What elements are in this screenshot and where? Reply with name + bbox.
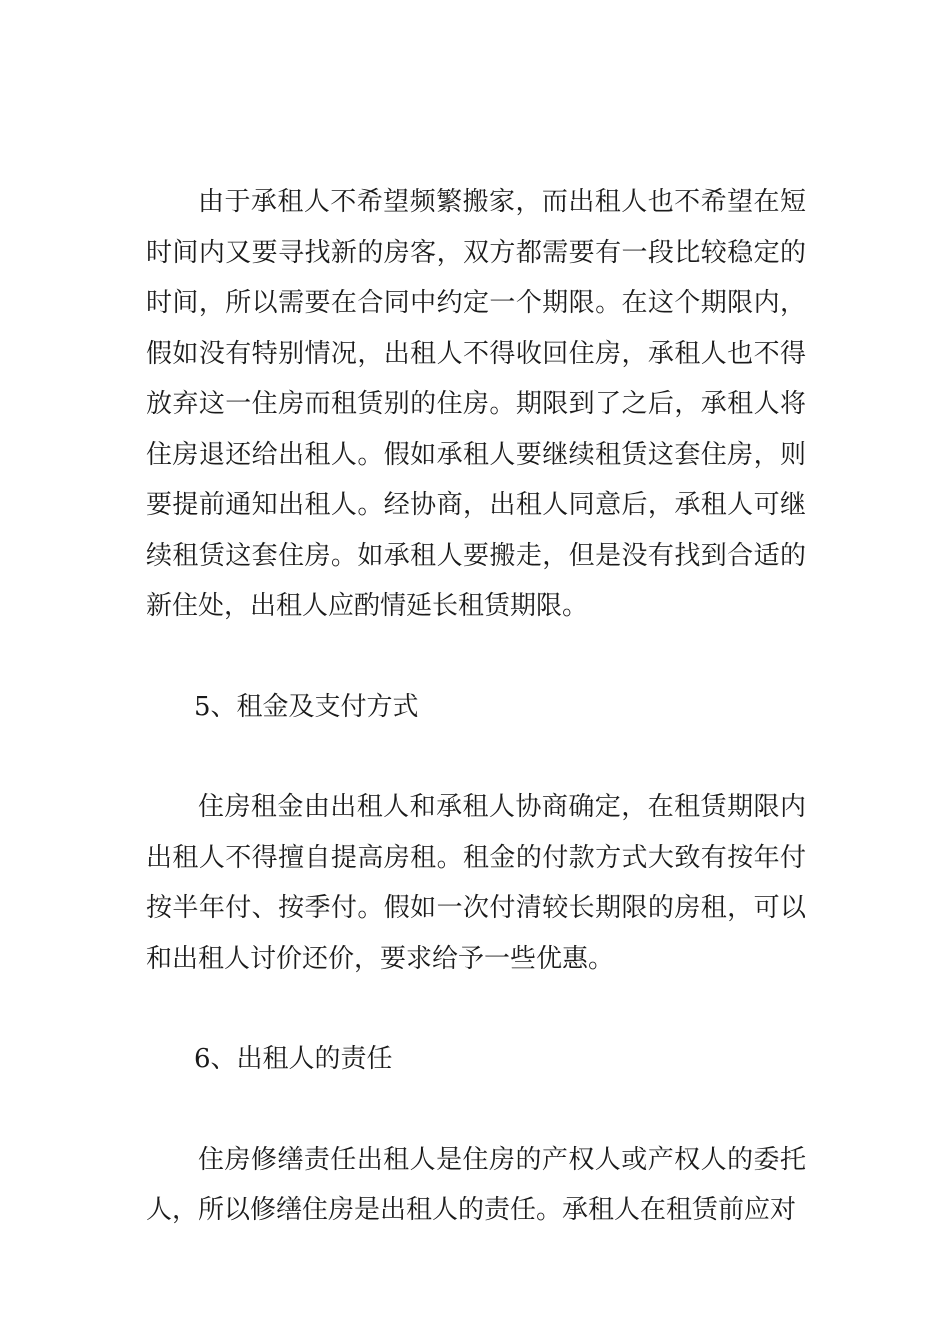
paragraph-spacer: [146, 1085, 806, 1135]
paragraph-spacer: [146, 732, 806, 782]
document-body: [146, 177, 806, 1236]
section-heading-rent-payment: 5、租金及支付方式: [194, 691, 419, 722]
paragraph-lease-term: 由于承租人不希望频繁搬家，而出租人也不希望在短时间内又要寻找新的房客，双方都需要有一段比较稳定的时间，所以需要在合同中约定一个期限。在这个期限内，假如没有特别情况，出租人不得收回住房，承租人也不得放弃这一住房而租赁别的住房。期限到了之后，承租人将住房退还给出租人。假如承租人要继续租赁这套住房，则要提前通知出租人。经协商，出租人同意后，承租人可继续租赁这套住房。如承租人要搬走，但是没有找到合适的新住处，出租人应酌情延长租赁期限。: [146, 187, 806, 621]
section-heading-lessor-duties: 6、出租人的责任: [194, 1044, 393, 1074]
paragraph-spacer: [146, 632, 806, 682]
paragraph-rent-payment: 住房租金由出租人和承租人协商确定，在租赁期限内出租人不得擅自提高房租。租金的付款方式大致有按年付按半年付、按季付。假如一次付清较长期限的房租，可以和出租人讨价还价，要求给予一些优惠。: [146, 792, 806, 974]
paragraph-lessor-duties: 住房修缮责任出租人是住房的产权人或产权人的委托人，所以修缮住房是出租人的责任。承租人在租赁前应对: [146, 1144, 806, 1225]
paragraph-spacer: [146, 984, 806, 1034]
